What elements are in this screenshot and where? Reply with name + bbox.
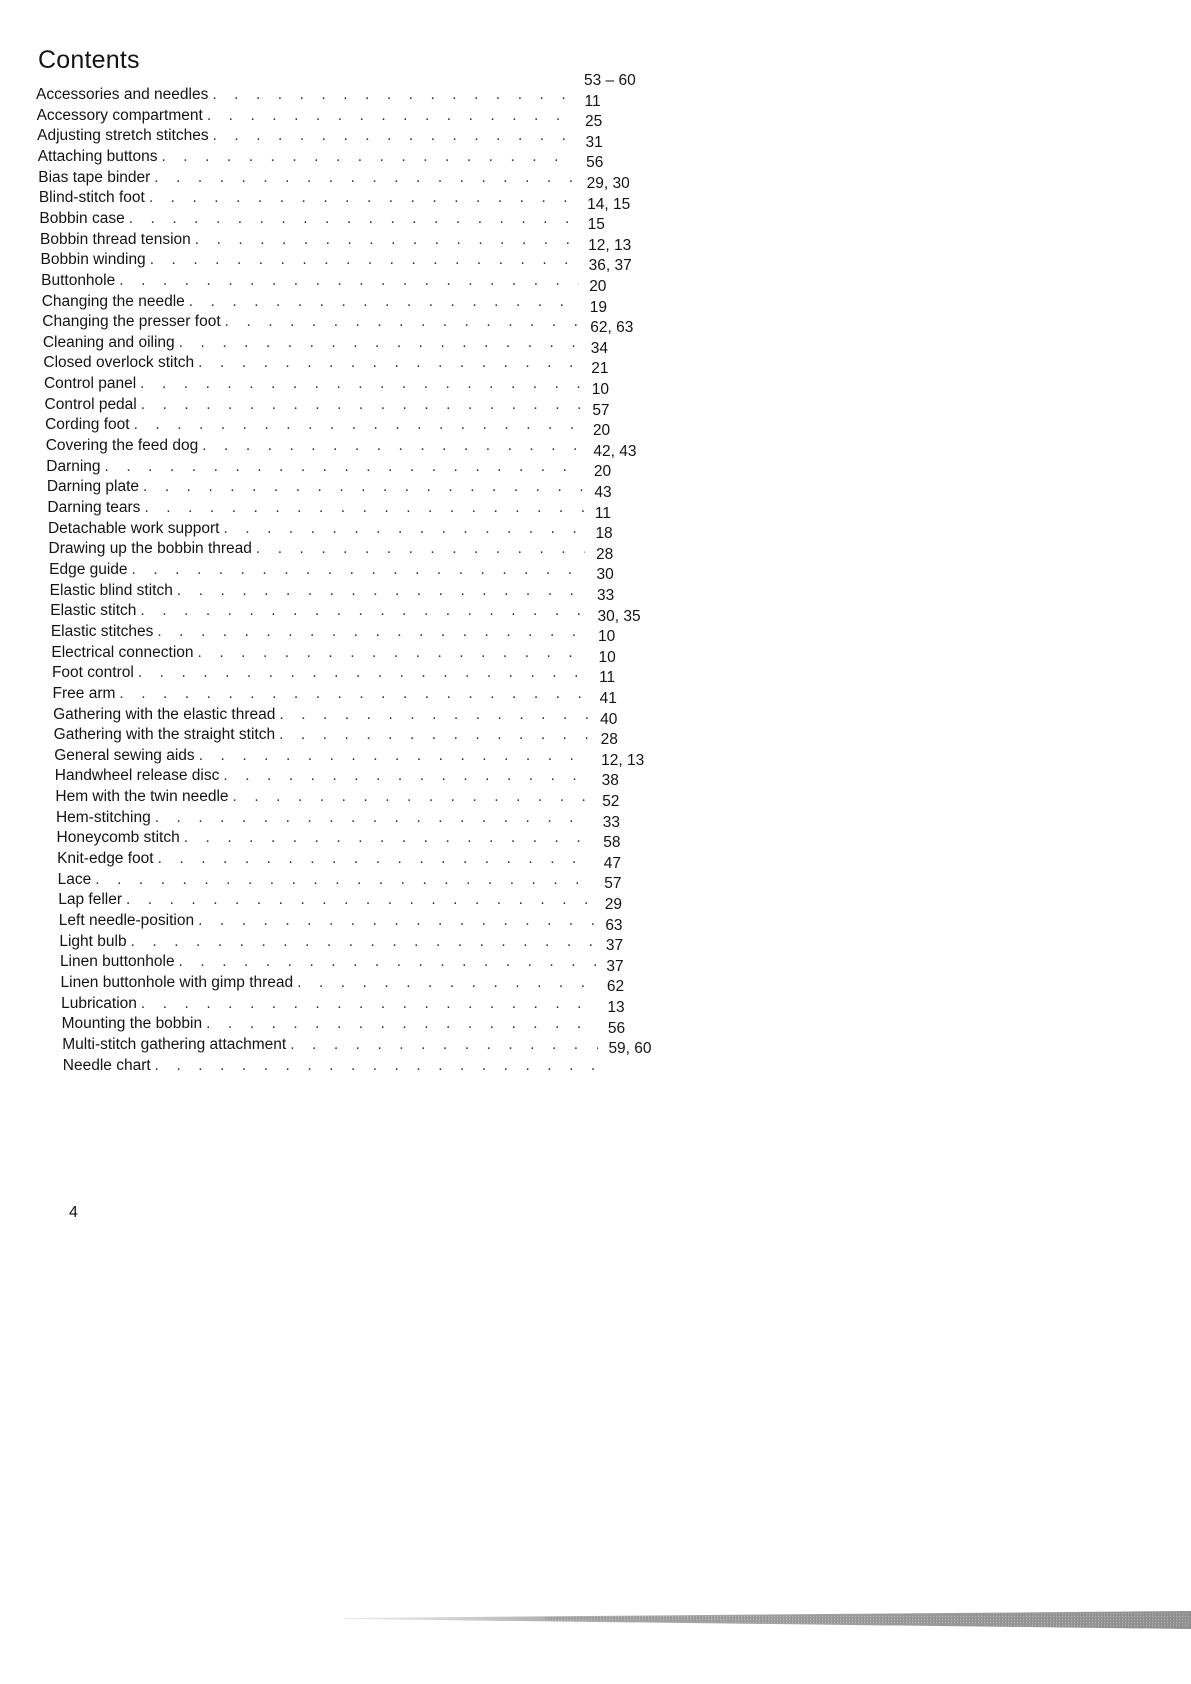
toc-entry <box>47 476 590 498</box>
dot-leader <box>154 167 576 189</box>
toc-entry-pages: 31 <box>585 133 603 151</box>
dot-leader <box>141 993 597 1015</box>
toc-entry-pages: 13 <box>607 999 625 1016</box>
toc-entry-label: Darning tears <box>47 499 141 516</box>
dot-leader <box>119 270 578 292</box>
toc-entry-pages: 25 <box>585 113 603 131</box>
toc-entry <box>52 662 595 684</box>
toc-entry-pages: 62, 63 <box>590 319 634 337</box>
toc-entry-label: Elastic blind stitch <box>49 581 173 599</box>
toc-entry <box>59 931 601 953</box>
toc-entry-label: Hem with the twin needle <box>55 788 229 806</box>
toc-entry <box>47 497 590 519</box>
dot-leader <box>199 745 591 767</box>
toc-entry-label: Gathering with the elastic thread <box>53 705 276 723</box>
toc-entry-pages: 34 <box>590 339 608 357</box>
toc-entry-pages: 21 <box>591 360 609 378</box>
toc-entry-label: Lubrication <box>61 994 137 1012</box>
toc-entry-label: Attaching buttons <box>37 147 158 165</box>
toc-entry-label: Bobbin case <box>39 209 125 227</box>
dot-leader <box>198 642 588 664</box>
toc-entry-pages: 56 <box>586 154 604 172</box>
toc-entry-pages: 20 <box>593 463 612 481</box>
toc-entry-pages: 30, 35 <box>597 607 641 625</box>
toc-entry-label: General sewing aids <box>54 746 195 764</box>
toc-entry <box>62 1013 604 1035</box>
toc-entry-label: Foot control <box>51 664 134 682</box>
toc-entry-label: Needle chart <box>62 1056 151 1074</box>
toc-entry-pages: 57 <box>592 401 610 419</box>
toc-entry <box>36 84 580 106</box>
toc-entry <box>41 249 585 271</box>
toc-entry-label: Lace <box>57 870 92 888</box>
toc-entry <box>55 786 597 808</box>
toc-entry <box>44 373 587 395</box>
dot-leader <box>195 229 578 251</box>
toc-entry-pages: 42, 43 <box>593 442 637 460</box>
toc-entry <box>37 125 581 147</box>
toc-entry-label: Detachable work support <box>47 519 220 537</box>
dot-leader <box>207 105 575 127</box>
toc-entry <box>38 167 582 189</box>
toc-entry-label: Knit-edge foot <box>57 850 154 868</box>
toc-entry-label: Elastic stitch <box>50 602 137 620</box>
toc-entry-pages: 10 <box>598 628 616 646</box>
toc-entry <box>63 1055 605 1077</box>
toc-entry <box>37 105 581 127</box>
toc-entry-pages: 57 <box>604 875 622 893</box>
dot-leader <box>144 497 584 519</box>
toc-entry-label: Blind-stitch foot <box>38 189 145 207</box>
toc-entry-pages: 58 <box>603 834 621 852</box>
dot-leader <box>184 827 593 849</box>
toc-entry-pages: 12, 13 <box>588 236 632 254</box>
toc-entry-label: Gathering with the straight stitch <box>53 726 276 744</box>
toc-entry-label: Drawing up the bobbin thread <box>48 540 252 558</box>
toc-entry <box>56 807 598 829</box>
toc-entry-label: Free arm <box>52 684 116 702</box>
toc-entry <box>57 848 599 870</box>
toc-entry-pages: 30 <box>596 566 614 584</box>
dot-leader <box>202 435 583 457</box>
toc-entry <box>49 559 592 581</box>
toc-entry-pages: 11 <box>584 92 601 110</box>
dot-leader <box>179 951 596 973</box>
dot-leader <box>290 1034 598 1056</box>
toc-entry-label: Accessory compartment <box>36 106 203 124</box>
toc-entry <box>42 291 586 313</box>
toc-entry-pages: 41 <box>599 690 617 707</box>
toc-entry-label: Adjusting stretch stitches <box>37 127 209 145</box>
toc-entry-pages: 38 <box>601 772 619 790</box>
dot-leader <box>179 332 581 354</box>
toc-entry-label: Hem-stitching <box>55 808 151 826</box>
page-number: 4 <box>69 1204 78 1221</box>
toc-entry <box>42 311 585 333</box>
toc-entry <box>58 889 600 911</box>
dot-leader <box>212 84 574 106</box>
toc-entry <box>38 146 582 168</box>
dot-leader <box>119 683 589 705</box>
toc-entry <box>43 332 586 354</box>
toc-entry-label: Mounting the bobbin <box>61 1015 203 1033</box>
toc-entry <box>46 456 589 478</box>
toc-entry-pages: 20 <box>592 422 611 440</box>
toc-entry-pages: 37 <box>606 957 624 975</box>
dot-leader <box>198 910 595 932</box>
dot-leader <box>256 538 586 560</box>
toc-entry-label: Closed overlock stitch <box>43 354 195 372</box>
dot-leader <box>149 187 577 209</box>
toc-entry <box>59 910 601 932</box>
toc-entry-pages: 40 <box>600 710 618 728</box>
toc-entry-pages: 11 <box>599 669 616 687</box>
toc-entry-label: Covering the feed dog <box>45 437 199 455</box>
page-title: Contents <box>38 46 140 74</box>
toc-entry-label: Handwheel release disc <box>54 767 220 785</box>
toc-entry <box>60 951 602 973</box>
toc-entry-label: Control pedal <box>44 395 137 413</box>
toc-entry <box>39 208 583 230</box>
toc-entry-pages: 33 <box>602 813 620 831</box>
dot-leader <box>161 146 575 168</box>
dot-leader <box>129 208 577 230</box>
toc-entry-label: Control panel <box>43 375 137 393</box>
toc-entry <box>51 642 594 664</box>
toc-entry <box>43 352 586 374</box>
toc-entry <box>50 600 593 622</box>
toc-entry-label: Bobbin thread tension <box>39 230 191 248</box>
dot-leader <box>105 456 584 478</box>
toc-entry-pages: 29 <box>604 896 623 913</box>
dot-leader <box>177 580 587 602</box>
dot-leader <box>297 972 596 994</box>
dot-leader <box>213 125 575 147</box>
toc-entry <box>48 518 591 540</box>
dot-leader <box>279 724 590 746</box>
dot-leader <box>143 476 584 498</box>
toc-entry <box>58 869 600 891</box>
toc-entry <box>49 538 592 560</box>
toc-entry <box>61 993 603 1015</box>
dot-leader <box>140 373 581 395</box>
toc-entry-pages: 19 <box>589 298 607 316</box>
toc-entry-pages: 12, 13 <box>601 751 645 769</box>
toc-entry <box>53 683 596 705</box>
toc-entry-label: Cleaning and oiling <box>42 333 175 351</box>
toc-entry-pages: 52 <box>602 793 620 810</box>
toc-entry <box>54 745 596 767</box>
toc-entry-label: Changing the presser foot <box>42 313 221 331</box>
toc-entry <box>54 724 596 746</box>
dot-leader <box>223 518 584 540</box>
toc-entry <box>45 394 588 416</box>
toc-entry-pages: 53 – 60 <box>584 72 636 89</box>
dot-leader <box>155 1055 599 1077</box>
toc-entry-pages: 14, 15 <box>587 195 631 213</box>
toc-entry-label: Darning <box>46 457 101 475</box>
dot-leader <box>206 1013 597 1035</box>
dot-leader <box>198 352 581 374</box>
dot-leader <box>126 889 594 911</box>
toc-entry <box>55 765 597 787</box>
toc-entry-label: Multi-stitch gathering attachment <box>62 1035 287 1053</box>
toc-entry-pages: 47 <box>603 854 621 872</box>
toc-entry <box>39 187 583 209</box>
toc-entry-pages: 62 <box>606 978 625 996</box>
dot-leader <box>279 704 589 726</box>
toc-entry-label: Linen buttonhole <box>59 953 175 971</box>
toc-entry-pages: 36, 37 <box>588 257 632 275</box>
toc-entry-label: Electrical connection <box>51 643 194 661</box>
toc-entry-pages: 59, 60 <box>608 1040 652 1058</box>
toc-entry <box>41 270 585 292</box>
toc-entry-pages: 29, 30 <box>586 175 630 192</box>
toc-entry <box>57 827 599 849</box>
dot-leader <box>95 869 593 891</box>
toc-entry-label: Cording foot <box>45 416 130 434</box>
toc-entry-pages: 10 <box>598 648 616 666</box>
toc-entry <box>61 972 603 994</box>
toc-entry <box>50 580 593 602</box>
toc-entry-pages: 11 <box>594 504 611 522</box>
toc-entry-pages: 20 <box>589 278 607 295</box>
toc-entry-label: Honeycomb stitch <box>56 829 180 847</box>
toc-entry-label: Lap feller <box>58 891 122 909</box>
dot-leader <box>233 786 592 808</box>
dot-leader <box>150 249 578 271</box>
toc-entry-pages: 15 <box>587 216 605 234</box>
toc-entry-label: Accessories and needles <box>36 86 209 103</box>
dot-leader <box>157 621 587 643</box>
toc-entry-label: Light bulb <box>59 932 127 950</box>
dot-leader <box>141 394 582 416</box>
toc-entry-pages: 33 <box>597 587 615 604</box>
toc-entry <box>51 621 594 643</box>
dot-leader <box>189 291 579 313</box>
toc-entry <box>40 229 584 251</box>
toc-entry-pages: 28 <box>600 731 618 749</box>
toc-entry-pages: 10 <box>591 381 610 398</box>
dot-leader <box>140 600 587 622</box>
toc-entry-pages: 28 <box>595 545 614 563</box>
toc-entry-label: Linen buttonhole with gimp thread <box>60 973 294 991</box>
dot-leader <box>223 765 591 787</box>
toc-entry-label: Bobbin winding <box>40 251 146 269</box>
toc-entry-pages: 37 <box>605 937 624 955</box>
toc-entry-label: Edge guide <box>49 560 128 578</box>
dot-leader <box>225 311 580 333</box>
toc-entry <box>53 704 596 726</box>
toc-entry-pages: 18 <box>595 525 613 543</box>
toc-entry-label: Buttonhole <box>41 271 116 289</box>
dot-leader <box>132 559 586 581</box>
dot-leader <box>138 662 589 684</box>
dot-leader <box>155 807 593 829</box>
toc-entry-pages: 43 <box>594 484 612 501</box>
footer-scan-bar <box>345 1610 1191 1630</box>
toc-entry-label: Darning plate <box>46 478 140 496</box>
dot-leader <box>134 414 583 436</box>
toc-entry-pages: 63 <box>605 916 623 934</box>
toc-entry <box>46 435 589 457</box>
toc-entry-label: Bias tape binder <box>38 168 151 186</box>
toc-entry-label: Changing the needle <box>41 292 185 310</box>
dot-leader <box>158 848 594 870</box>
toc-entry-label: Elastic stitches <box>50 622 154 640</box>
toc-entry <box>62 1034 604 1056</box>
dot-leader <box>131 931 596 953</box>
toc-entry-label: Left needle-position <box>58 912 195 929</box>
toc-entry-pages: 56 <box>607 1019 626 1037</box>
toc-entry <box>45 414 588 436</box>
